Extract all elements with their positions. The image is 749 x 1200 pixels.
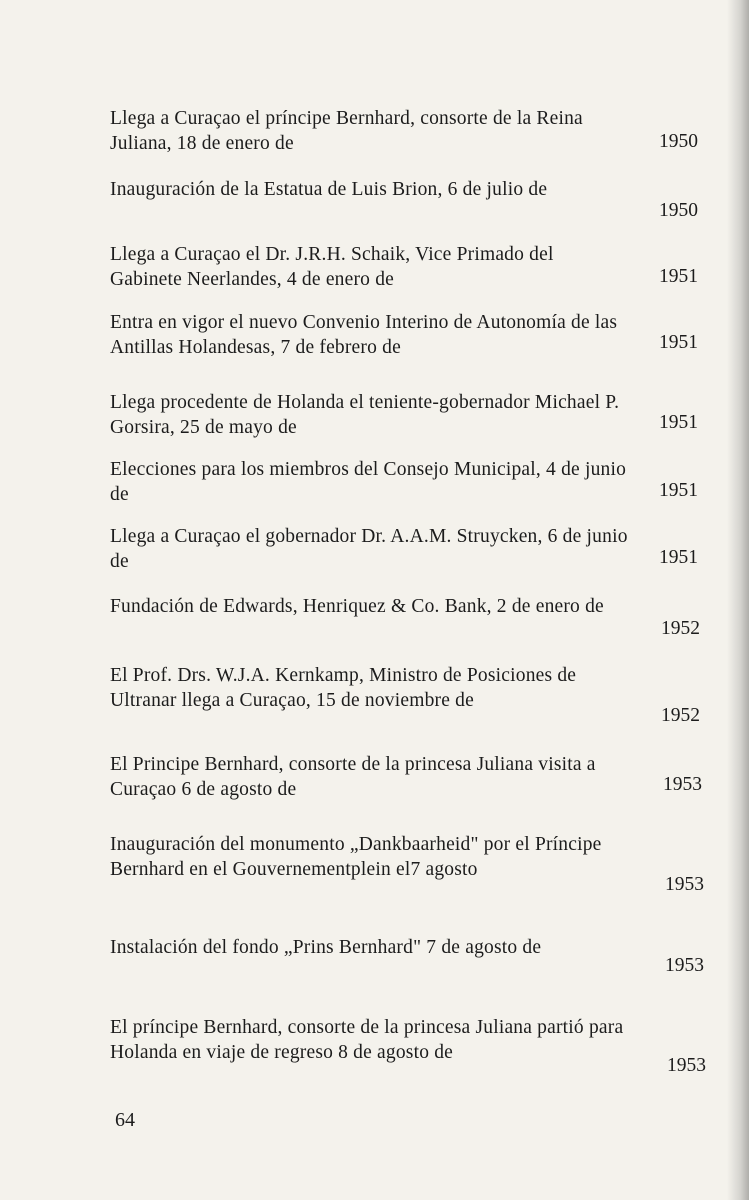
chronology-entry [110, 594, 630, 619]
entry-text: El Prof. Drs. W.J.A. Kernkamp, Ministro de Posiciones de Ultranar llega a Curaçao, 15 de noviembre de [110, 665, 577, 711]
entry-text: Llega a Curaçao el gobernador Dr. A.A.M. Struycken, 6 de junio de [110, 526, 628, 572]
entry-text: Instalación del fondo „Prins Bernhard" 7 de agosto de [110, 937, 542, 958]
entry-year: 1953 [665, 955, 704, 976]
page-edge-shadow [727, 0, 749, 1200]
entry-year: 1953 [665, 874, 704, 895]
entry-text: Fundación de Edwards, Henriquez & Co. Bank, 2 de enero de [110, 596, 604, 617]
chronology-entry [110, 242, 630, 292]
chronology-entry [110, 457, 630, 507]
chronology-entry [110, 832, 630, 882]
chronology-entry [110, 524, 630, 574]
entry-year: 1953 [667, 1055, 706, 1076]
entry-year: 1952 [661, 618, 700, 639]
chronology-entry [110, 390, 630, 440]
entry-text: El Principe Bernhard, consorte de la princesa Juliana visita a Curaçao 6 de agosto de [110, 754, 596, 800]
entry-year: 1951 [659, 332, 698, 353]
page-number: 64 [115, 1109, 135, 1131]
entry-year: 1952 [661, 705, 700, 726]
chronology-entry [110, 663, 630, 713]
chronology-entry [110, 106, 630, 156]
entry-text: Llega a Curaçao el príncipe Bernhard, consorte de la Reina Juliana, 18 de enero de [110, 108, 583, 154]
entry-text: Entra en vigor el nuevo Convenio Interino de Autonomía de las Antillas Holandesas, 7 de febrero de [110, 312, 618, 358]
entry-year: 1951 [659, 266, 698, 287]
chronology-entry [110, 935, 630, 960]
entry-year: 1951 [659, 547, 698, 568]
entry-text: Elecciones para los miembros del Consejo Municipal, 4 de junio de [110, 459, 627, 505]
entry-year: 1950 [659, 200, 698, 221]
entry-text: Llega a Curaçao el Dr. J.R.H. Schaik, Vice Primado del Gabinete Neerlandes, 4 de enero de [110, 244, 554, 290]
entry-text: Inauguración de la Estatua de Luis Brion, 6 de julio de [110, 179, 548, 200]
chronology-entry [110, 310, 630, 360]
chronology-entry [110, 752, 630, 802]
entry-text: Inauguración del monumento „Dankbaarheid" por el Príncipe Bernhard en el Gouvernementplein el7 agosto [110, 834, 602, 880]
entry-year: 1951 [659, 480, 698, 501]
entry-year: 1950 [659, 131, 698, 152]
entry-year: 1951 [659, 412, 698, 433]
entry-text: Llega procedente de Holanda el teniente-gobernador Michael P. Gorsira, 25 de mayo de [110, 392, 620, 438]
chronology-entry [110, 177, 630, 202]
entry-text: El príncipe Bernhard, consorte de la princesa Juliana partió para Holanda en viaje de regreso 8 de agosto de [110, 1017, 624, 1063]
chronology-entry [110, 1015, 630, 1065]
entry-year: 1953 [663, 774, 702, 795]
